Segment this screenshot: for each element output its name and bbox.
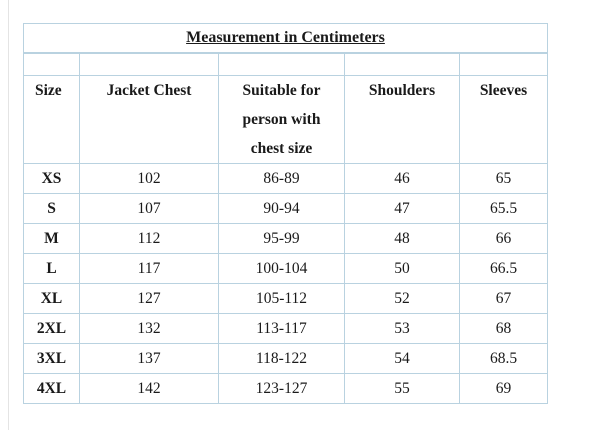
sleeves-cell: 65: [460, 164, 548, 194]
sleeves-cell: 66: [460, 224, 548, 254]
jacket-chest-cell: 117: [80, 254, 219, 284]
header-size: Size: [24, 76, 80, 164]
jacket-chest-cell: 142: [80, 374, 219, 404]
jacket-chest-cell: 137: [80, 344, 219, 374]
header-shoulders: Shoulders: [345, 76, 460, 164]
sleeves-cell: 67: [460, 284, 548, 314]
chest-size-cell: 118-122: [219, 344, 345, 374]
header-suitable-line: Suitable for: [242, 82, 321, 99]
table-row: [24, 164, 548, 194]
empty-cell: [460, 53, 548, 76]
size-cell: S: [24, 194, 80, 224]
size-chart-table: [23, 23, 548, 404]
size-cell: L: [24, 254, 80, 284]
size-cell: 4XL: [24, 374, 80, 404]
table-row: [24, 194, 548, 224]
chest-size-cell: 100-104: [219, 254, 345, 284]
header-suitable-chest: [219, 76, 345, 164]
chest-size-cell: 123-127: [219, 374, 345, 404]
shoulders-cell: 47: [345, 194, 460, 224]
table-title: Measurement in Centimeters: [24, 24, 548, 54]
header-jacket-chest: Jacket Chest: [80, 76, 219, 164]
shoulders-cell: 52: [345, 284, 460, 314]
sleeves-cell: 66.5: [460, 254, 548, 284]
table-row: [24, 314, 548, 344]
jacket-chest-cell: 107: [80, 194, 219, 224]
size-cell: 2XL: [24, 314, 80, 344]
table-row: [24, 344, 548, 374]
jacket-chest-cell: 112: [80, 224, 219, 254]
title-row: [24, 24, 548, 54]
table-row: [24, 374, 548, 404]
size-cell: M: [24, 224, 80, 254]
header-suitable-line: chest size: [250, 140, 313, 157]
header-row: [24, 76, 548, 164]
size-cell: 3XL: [24, 344, 80, 374]
empty-cell: [24, 53, 80, 76]
empty-cell: [80, 53, 219, 76]
shoulders-cell: 50: [345, 254, 460, 284]
sleeves-cell: 69: [460, 374, 548, 404]
jacket-chest-cell: 102: [80, 164, 219, 194]
jacket-chest-cell: 132: [80, 314, 219, 344]
empty-cell: [219, 53, 345, 76]
sleeves-cell: 65.5: [460, 194, 548, 224]
jacket-chest-cell: 127: [80, 284, 219, 314]
table-row: [24, 254, 548, 284]
header-suitable-line: person with: [242, 111, 321, 128]
chest-size-cell: 86-89: [219, 164, 345, 194]
header-sleeves: Sleeves: [460, 76, 548, 164]
sleeves-cell: 68.5: [460, 344, 548, 374]
spacer-row: [24, 53, 548, 76]
size-cell: XL: [24, 284, 80, 314]
shoulders-cell: 55: [345, 374, 460, 404]
shoulders-cell: 46: [345, 164, 460, 194]
table-row: [24, 224, 548, 254]
shoulders-cell: 53: [345, 314, 460, 344]
chest-size-cell: 113-117: [219, 314, 345, 344]
chest-size-cell: 90-94: [219, 194, 345, 224]
sleeves-cell: 68: [460, 314, 548, 344]
size-cell: XS: [24, 164, 80, 194]
table-row: [24, 284, 548, 314]
empty-cell: [345, 53, 460, 76]
shoulders-cell: 54: [345, 344, 460, 374]
shoulders-cell: 48: [345, 224, 460, 254]
chest-size-cell: 105-112: [219, 284, 345, 314]
page-left-divider: [8, 0, 9, 430]
chest-size-cell: 95-99: [219, 224, 345, 254]
